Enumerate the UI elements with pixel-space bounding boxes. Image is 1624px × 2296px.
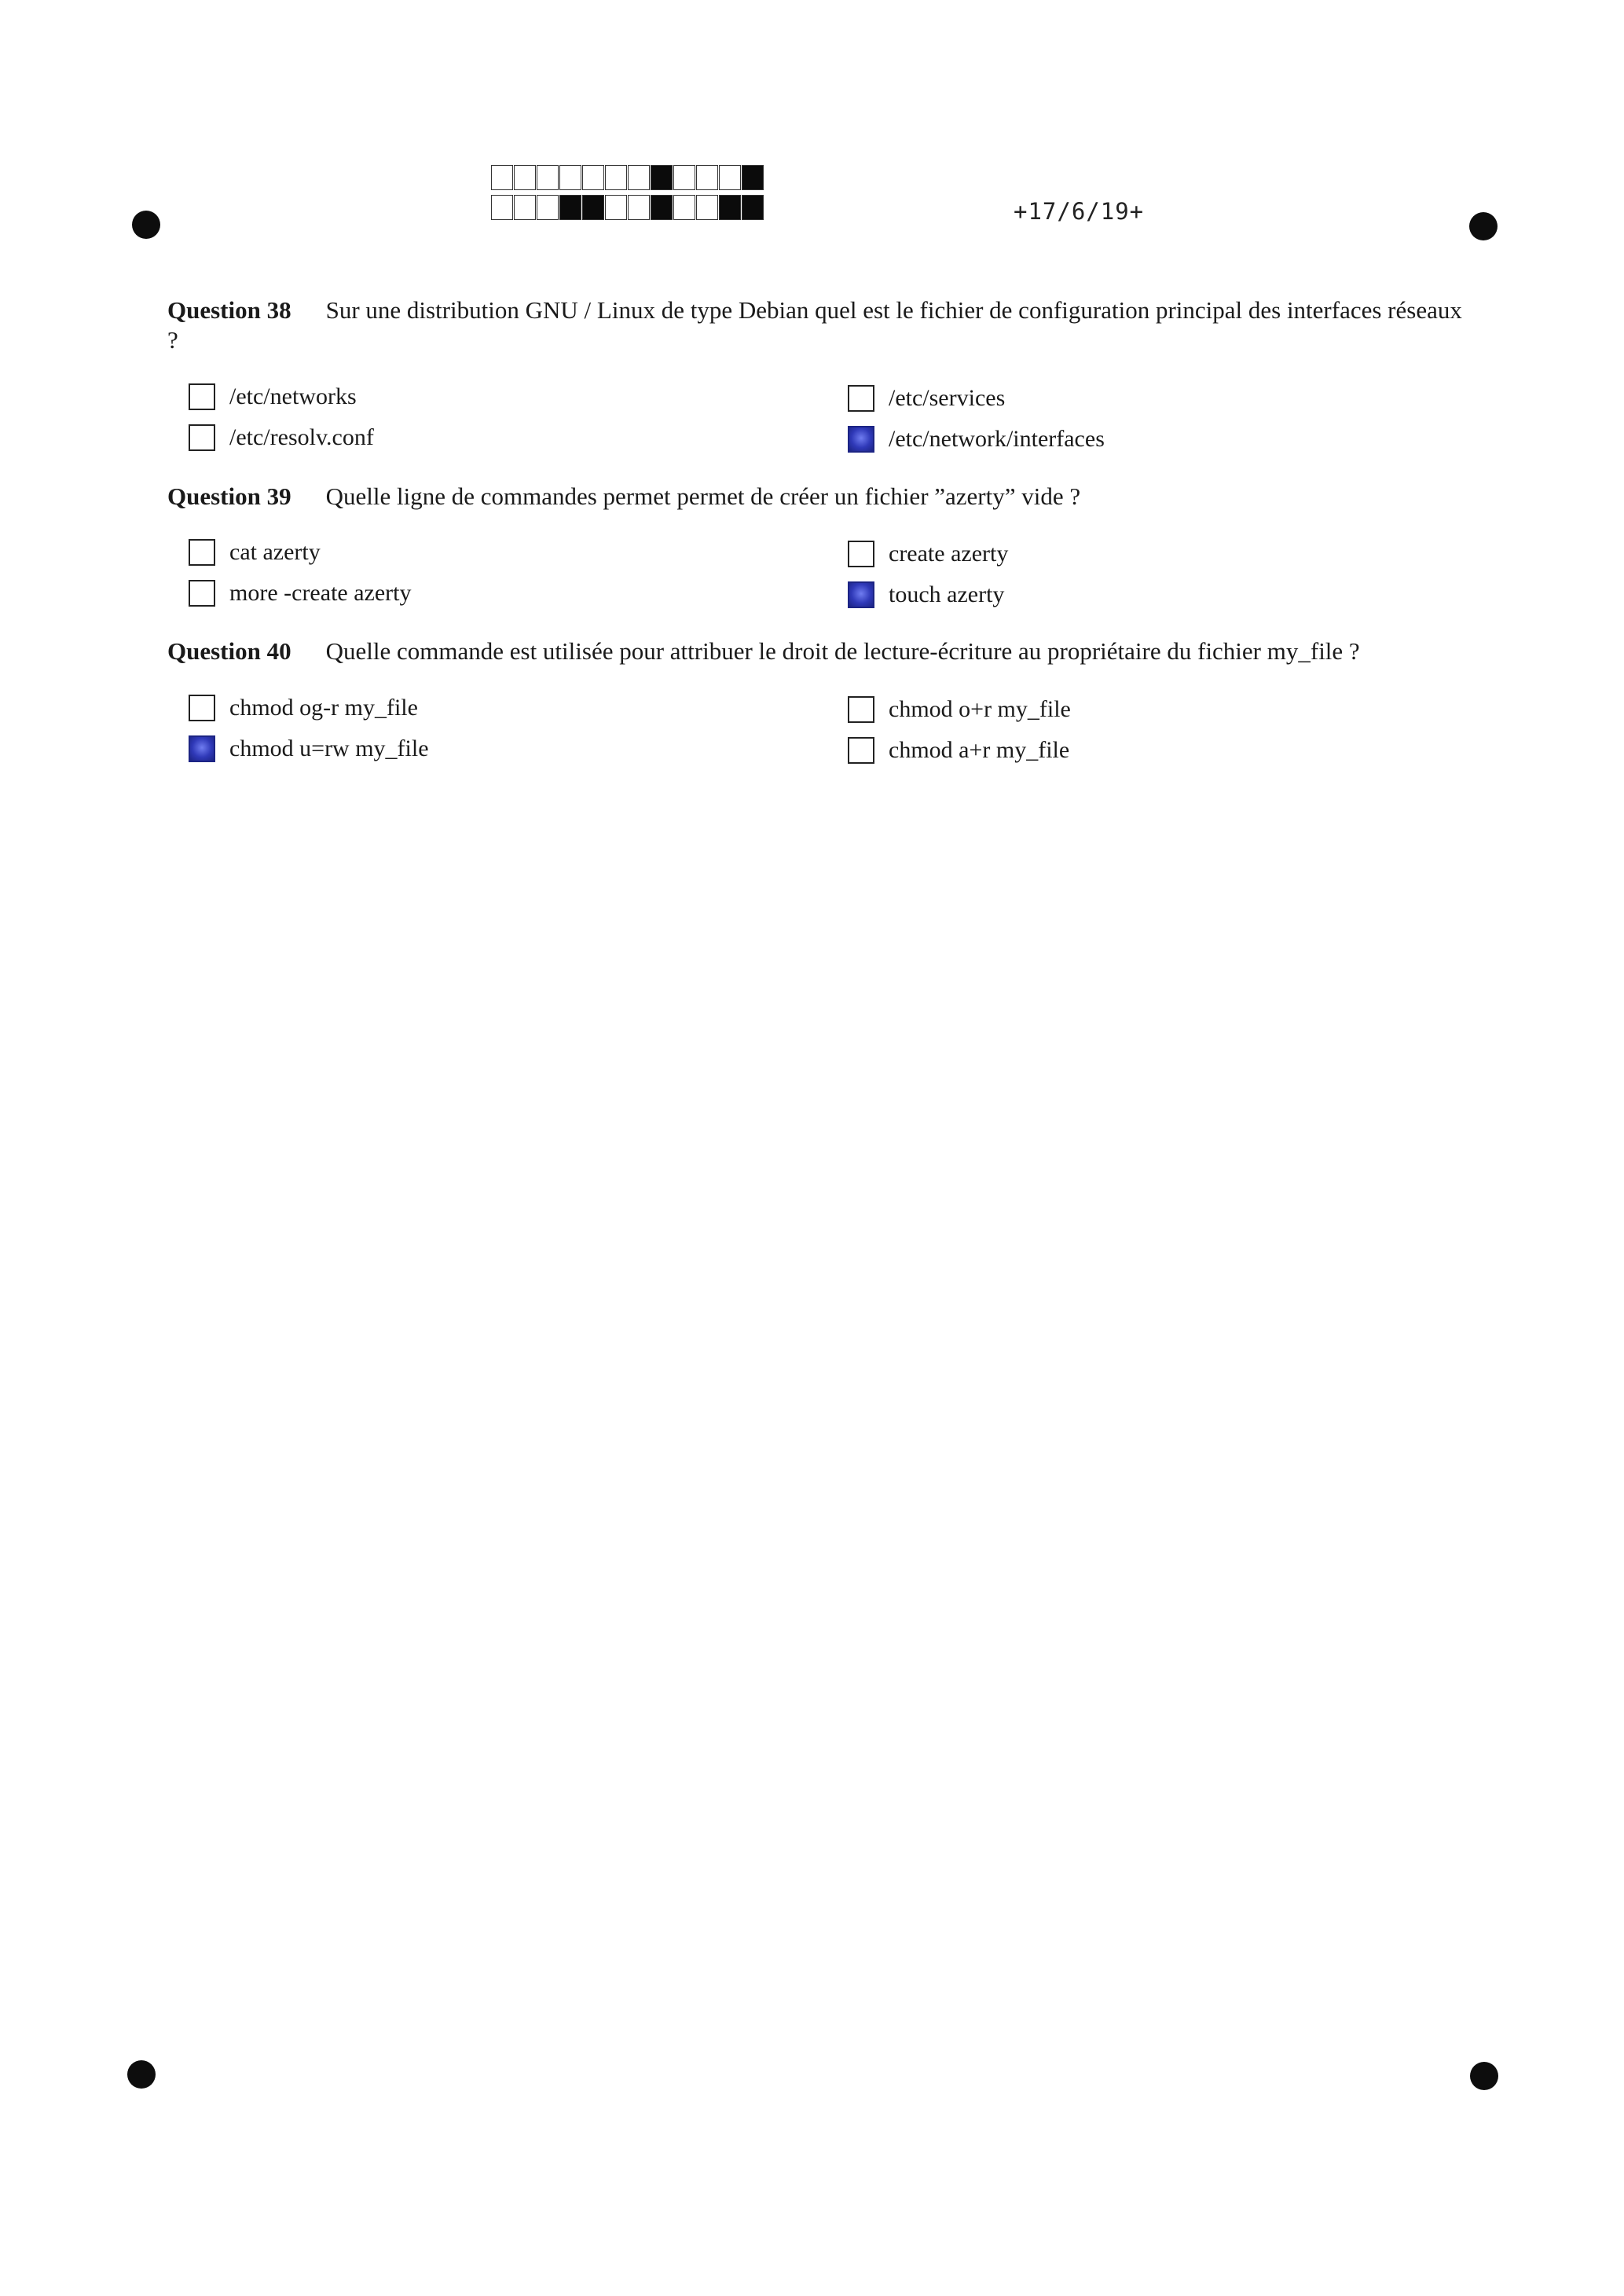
- barcode-cell: [719, 195, 741, 220]
- barcode-cell: [628, 165, 650, 190]
- barcode-row-1: [491, 165, 764, 192]
- barcode-cell: [696, 165, 718, 190]
- registration-mark-top-right: [1469, 212, 1498, 240]
- checkbox[interactable]: [848, 737, 874, 764]
- answer-option[interactable]: [189, 580, 412, 607]
- barcode-cell: [673, 165, 695, 190]
- answer-label: chmod o+r my_file: [889, 696, 1071, 722]
- barcode-cell: [605, 165, 627, 190]
- barcode-cell: [582, 165, 604, 190]
- answer-option[interactable]: [848, 426, 1105, 453]
- checkbox[interactable]: [189, 580, 215, 607]
- answer-label: more -create azerty: [229, 580, 412, 606]
- question-text: Quelle ligne de commandes permet permet de créer un fichier ”azerty” vide ?: [325, 482, 1081, 510]
- answer-option[interactable]: [848, 581, 1004, 608]
- barcode-cell: [514, 195, 536, 220]
- answer-option[interactable]: [189, 735, 429, 762]
- barcode-cell: [514, 165, 536, 190]
- barcode-cell: [537, 165, 559, 190]
- answer-label: /etc/services: [889, 385, 1006, 411]
- checkbox[interactable]: [189, 424, 215, 451]
- checkbox[interactable]: [848, 696, 874, 723]
- answer-label: create azerty: [889, 541, 1009, 567]
- barcode-cell: [491, 165, 513, 190]
- checkbox[interactable]: [848, 426, 874, 453]
- barcode-cell: [491, 195, 513, 220]
- checkbox[interactable]: [848, 385, 874, 412]
- barcode-cell: [651, 195, 673, 220]
- registration-mark-bottom-right: [1470, 2062, 1498, 2090]
- checkbox[interactable]: [189, 383, 215, 410]
- answer-option[interactable]: [189, 539, 321, 566]
- answer-option[interactable]: [189, 383, 357, 410]
- barcode-cell: [559, 165, 581, 190]
- barcode-cell: [742, 165, 764, 190]
- checkbox[interactable]: [189, 735, 215, 762]
- checkbox[interactable]: [848, 541, 874, 567]
- barcode-cell: [605, 195, 627, 220]
- registration-mark-bottom-left: [127, 2060, 156, 2089]
- answer-label: cat azerty: [229, 539, 321, 565]
- barcode-cell: [582, 195, 604, 220]
- answer-label: touch azerty: [889, 581, 1005, 607]
- question-40: [167, 636, 1472, 666]
- answer-option[interactable]: [189, 695, 418, 721]
- answer-option[interactable]: [189, 424, 374, 451]
- answer-label: /etc/resolv.conf: [229, 424, 374, 450]
- answer-option[interactable]: [848, 696, 1071, 723]
- registration-mark-top-left: [132, 211, 160, 239]
- answer-option[interactable]: [848, 385, 1005, 412]
- barcode-cell: [628, 195, 650, 220]
- question-label: Question 38: [167, 296, 291, 324]
- checkbox[interactable]: [848, 581, 874, 608]
- answer-option[interactable]: [848, 737, 1069, 764]
- checkbox[interactable]: [189, 539, 215, 566]
- answer-label: /etc/networks: [229, 383, 357, 409]
- question-39: [167, 482, 1472, 512]
- answer-label: chmod a+r my_file: [889, 737, 1070, 763]
- answer-option[interactable]: [848, 541, 1008, 567]
- answer-label: /etc/network/interfaces: [889, 426, 1105, 452]
- barcode-cell: [696, 195, 718, 220]
- barcode-cell: [673, 195, 695, 220]
- question-label: Question 39: [167, 482, 291, 510]
- question-text: Sur une distribution GNU / Linux de type Debian quel est le fichier de configuration principal des interfaces réseaux ?: [167, 296, 1462, 354]
- barcode-cell: [719, 165, 741, 190]
- answer-label: chmod og-r my_file: [229, 695, 418, 721]
- answer-label: chmod u=rw my_file: [229, 735, 429, 761]
- barcode-cell: [742, 195, 764, 220]
- question-38: [167, 295, 1472, 355]
- page-id: +17/6/19+: [1014, 198, 1145, 225]
- barcode-cell: [559, 195, 581, 220]
- question-text: Quelle commande est utilisée pour attribuer le droit de lecture-écriture au propriétaire du fichier my_file ?: [325, 637, 1360, 665]
- checkbox[interactable]: [189, 695, 215, 721]
- barcode-cell: [537, 195, 559, 220]
- barcode-cell: [651, 165, 673, 190]
- question-label: Question 40: [167, 637, 291, 665]
- barcode-row-2: [491, 195, 764, 222]
